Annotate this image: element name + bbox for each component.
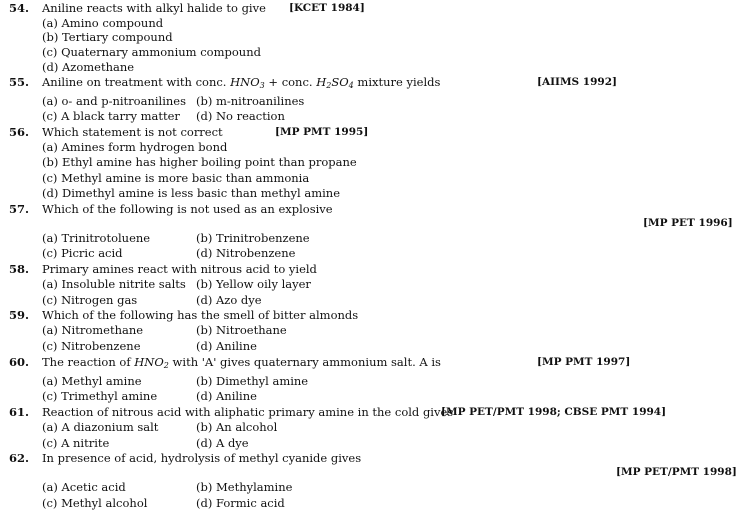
option-b: (b) Ethyl amine has higher boiling point than propane <box>42 155 357 169</box>
option-a: (a) Amino compound <box>42 16 164 30</box>
question-text-part: mixture yields <box>357 75 441 89</box>
question-number: 55. <box>9 75 30 89</box>
question-text: Which of the following is not used as an explosive <box>42 202 333 216</box>
question-text: Aniline reacts with alkyl halide to give <box>42 1 266 15</box>
option-c: (c) A black tarry matter <box>42 109 180 123</box>
question-text: Which of the following has the smell of bitter almonds <box>42 308 359 322</box>
option-a: (a) Trinitrotoluene <box>42 231 151 245</box>
option-b: (b) m-nitroanilines <box>196 94 305 108</box>
question-text-part: + conc. <box>268 75 313 89</box>
option-d: (d) Azomethane <box>42 60 135 74</box>
option-b: (b) Dimethyl amine <box>196 374 309 388</box>
formula-hno2: $HNO_2$ <box>134 355 169 370</box>
question-text: Reaction of nitrous acid with aliphatic primary amine in the cold gives <box>42 405 454 419</box>
option-c: (c) Methyl alcohol <box>42 496 148 510</box>
source-tag: [MP PET 1996] <box>643 217 733 229</box>
question-text <box>42 75 440 89</box>
option-a: (a) Acetic acid <box>42 480 126 494</box>
question-number: 61. <box>9 405 30 419</box>
source-tag: [KCET 1984] <box>289 2 365 14</box>
option-a: (a) Methyl amine <box>42 374 142 388</box>
question-number: 59. <box>9 308 30 322</box>
option-a: (a) Insoluble nitrite salts <box>42 277 186 291</box>
option-d: (d) A dye <box>196 436 249 450</box>
question-number: 56. <box>9 125 30 139</box>
option-b: (b) Nitroethane <box>196 323 287 337</box>
question-number: 60. <box>9 355 30 369</box>
formula-hno3: $HNO_3$ <box>230 75 265 90</box>
option-a: (a) o- and p-nitroanilines <box>42 94 187 108</box>
option-a: (a) Amines form hydrogen bond <box>42 140 228 154</box>
option-b: (b) Yellow oily layer <box>196 277 311 291</box>
source-tag: [MP PET/PMT 1998] <box>616 466 737 478</box>
question-text-part: The reaction of <box>42 355 131 369</box>
option-d: (d) Aniline <box>196 389 257 403</box>
option-c: (c) Picric acid <box>42 246 123 260</box>
option-d: (d) Dimethyl amine is less basic than methyl amine <box>42 186 341 200</box>
formula-h2so4: $H_2SO_4$ <box>316 75 354 90</box>
option-b: (b) Tertiary compound <box>42 30 173 44</box>
option-d: (d) No reaction <box>196 109 285 123</box>
question-text-part: Aniline on treatment with conc. <box>42 75 227 89</box>
question-text <box>42 355 441 369</box>
option-c: (c) Quaternary ammonium compound <box>42 45 261 59</box>
source-tag: [MP PMT 1995] <box>275 126 369 138</box>
option-a: (a) Nitromethane <box>42 323 144 337</box>
option-d: (d) Formic acid <box>196 496 285 510</box>
option-b: (b) An alcohol <box>196 420 278 434</box>
source-tag: [MP PET/PMT 1998; CBSE PMT 1994] <box>441 406 667 418</box>
option-d: (d) Aniline <box>196 339 257 353</box>
question-number: 54. <box>9 1 30 15</box>
source-tag: [AIIMS 1992] <box>537 76 617 88</box>
question-text: In presence of acid, hydrolysis of methyl cyanide gives <box>42 451 362 465</box>
question-text: Primary amines react with nitrous acid to yield <box>42 262 317 276</box>
option-c: (c) Methyl amine is more basic than ammonia <box>42 171 310 185</box>
question-text-part: with 'A' gives quaternary ammonium salt. A is <box>172 355 441 369</box>
question-number: 57. <box>9 202 30 216</box>
option-c: (c) Nitrobenzene <box>42 339 141 353</box>
option-d: (d) Nitrobenzene <box>196 246 296 260</box>
question-text: Which statement is not correct <box>42 125 223 139</box>
option-b: (b) Trinitrobenzene <box>196 231 310 245</box>
option-c: (c) Nitrogen gas <box>42 293 138 307</box>
option-b: (b) Methylamine <box>196 480 293 494</box>
question-number: 62. <box>9 451 30 465</box>
option-d: (d) Azo dye <box>196 293 262 307</box>
option-c: (c) A nitrite <box>42 436 110 450</box>
source-tag: [MP PMT 1997] <box>537 356 631 368</box>
question-number: 58. <box>9 262 30 276</box>
option-c: (c) Trimethyl amine <box>42 389 158 403</box>
option-a: (a) A diazonium salt <box>42 420 159 434</box>
